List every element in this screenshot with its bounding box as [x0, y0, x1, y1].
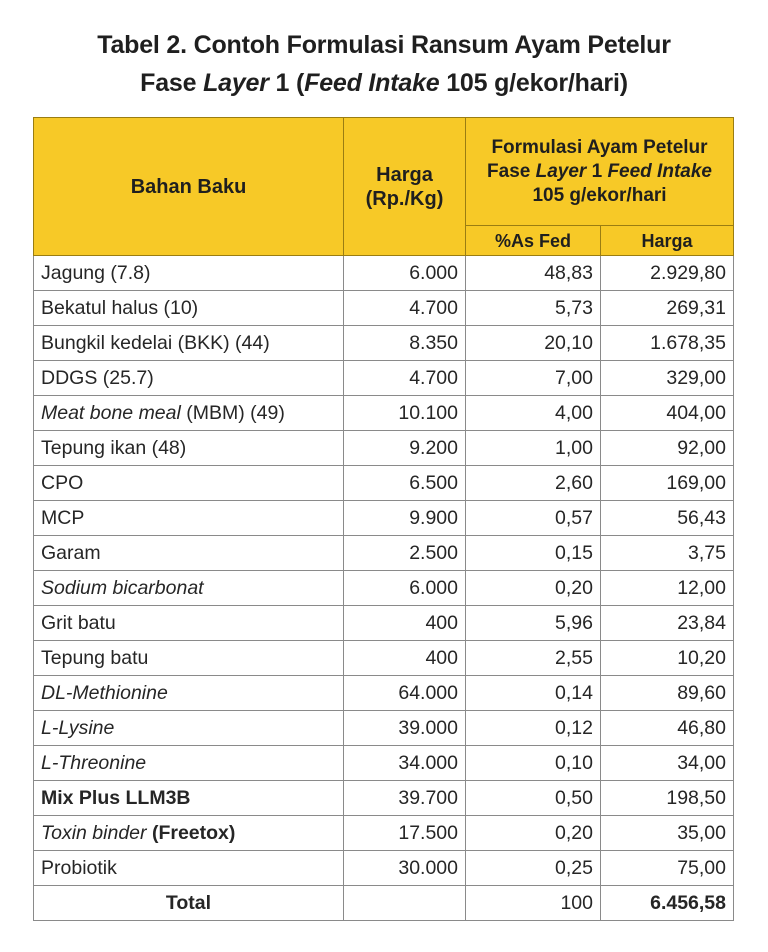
cell-bahan-baku [34, 431, 344, 466]
ingredient-name-italic: DL-Methionine [41, 681, 168, 704]
cell-bahan-baku [34, 851, 344, 886]
table-row [34, 851, 734, 886]
cell-harga-value: 2.929,80 [601, 256, 734, 291]
ingredient-name-bold: Mix Plus LLM3B [41, 786, 191, 809]
table-row [34, 606, 734, 641]
cell-as-fed-percent: 0,50 [466, 781, 601, 816]
cell-as-fed-percent: 5,96 [466, 606, 601, 641]
figure-title [0, 0, 768, 102]
table-header [34, 118, 734, 256]
cell-bahan-baku [34, 536, 344, 571]
ingredient-name-italic: L-Lysine [41, 716, 115, 739]
cell-as-fed-percent: 0,25 [466, 851, 601, 886]
cell-as-fed-percent: 0,15 [466, 536, 601, 571]
cell-harga-per-kg: 6.000 [344, 256, 466, 291]
cell-harga-per-kg: 4.700 [344, 361, 466, 396]
cell-bahan-baku [34, 746, 344, 781]
ingredient-name-text: Tepung batu [41, 646, 149, 669]
cell-harga-per-kg: 8.350 [344, 326, 466, 361]
table-row [34, 396, 734, 431]
cell-as-fed-percent: 0,20 [466, 571, 601, 606]
cell-bahan-baku [34, 326, 344, 361]
cell-harga-value: 23,84 [601, 606, 734, 641]
cell-harga-value: 198,50 [601, 781, 734, 816]
title-fase-text: Fase [140, 69, 204, 97]
cell-harga-per-kg: 10.100 [344, 396, 466, 431]
formulation-table-container [33, 117, 733, 921]
cell-bahan-baku [34, 606, 344, 641]
cell-harga-per-kg: 400 [344, 641, 466, 676]
cell-harga-value: 269,31 [601, 291, 734, 326]
table-row [34, 641, 734, 676]
formulation-table [33, 117, 734, 921]
cell-as-fed-percent: 2,55 [466, 641, 601, 676]
ingredient-name-italic: Meat bone meal [41, 401, 181, 424]
cell-harga-per-kg: 6.000 [344, 571, 466, 606]
ingredient-name-text: MCP [41, 506, 85, 529]
cell-as-fed-percent: 1,00 [466, 431, 601, 466]
table-row [34, 746, 734, 781]
cell-harga-per-kg: 400 [344, 606, 466, 641]
cell-as-fed-percent: 2,60 [466, 466, 601, 501]
table-body [34, 256, 734, 921]
cell-harga-value: 404,00 [601, 396, 734, 431]
table-row [34, 501, 734, 536]
ingredient-name-bold: (Freetox) [151, 821, 236, 844]
cell-as-fed-percent: 0,14 [466, 676, 601, 711]
cell-total-label: Total [34, 886, 344, 921]
group-header-layer-italic: Layer [535, 160, 587, 182]
column-header-as-fed: %As Fed [466, 226, 601, 256]
table-row [34, 361, 734, 396]
cell-total-as-fed-percent: 100 [466, 886, 601, 921]
ingredient-name-text: CPO [41, 471, 84, 494]
group-header-fase-text: Fase [487, 160, 536, 182]
cell-bahan-baku [34, 361, 344, 396]
cell-bahan-baku [34, 466, 344, 501]
cell-as-fed-percent: 0,10 [466, 746, 601, 781]
cell-harga-value: 169,00 [601, 466, 734, 501]
group-header-line-1: Formulasi Ayam Petelur [491, 136, 708, 158]
cell-bahan-baku [34, 816, 344, 851]
cell-harga-value: 46,80 [601, 711, 734, 746]
ingredient-name-text: Probiotik [41, 856, 117, 879]
cell-harga-value: 89,60 [601, 676, 734, 711]
cell-harga-value: 75,00 [601, 851, 734, 886]
cell-bahan-baku [34, 571, 344, 606]
table-row [34, 431, 734, 466]
cell-bahan-baku [34, 291, 344, 326]
cell-harga-value: 10,20 [601, 641, 734, 676]
table-row [34, 816, 734, 851]
ingredient-name-text: Jagung (7.8) [41, 261, 151, 284]
table-row [34, 676, 734, 711]
cell-harga-value: 92,00 [601, 431, 734, 466]
cell-harga-value: 34,00 [601, 746, 734, 781]
group-header-number-text: 1 [586, 160, 608, 182]
cell-as-fed-percent: 0,57 [466, 501, 601, 536]
group-header-feed-intake-italic: Feed Intake [607, 160, 712, 182]
ingredient-name-text: Bekatul halus (10) [41, 296, 199, 319]
cell-bahan-baku [34, 396, 344, 431]
figure-title-line-2 [40, 64, 728, 102]
table-row [34, 256, 734, 291]
table-row [34, 536, 734, 571]
cell-harga-per-kg: 4.700 [344, 291, 466, 326]
cell-as-fed-percent: 4,00 [466, 396, 601, 431]
cell-bahan-baku [34, 256, 344, 291]
cell-as-fed-percent: 48,83 [466, 256, 601, 291]
cell-total-harga-per-kg [344, 886, 466, 921]
table-row [34, 291, 734, 326]
cell-harga-value: 329,00 [601, 361, 734, 396]
column-header-group-formulasi [466, 118, 734, 226]
harga-header-line-2: (Rp./Kg) [365, 187, 444, 210]
cell-harga-per-kg: 39.000 [344, 711, 466, 746]
column-header-bahan-baku: Bahan Baku [34, 118, 344, 256]
cell-bahan-baku [34, 676, 344, 711]
figure-title-line-1: Tabel 2. Contoh Formulasi Ransum Ayam Petelur [97, 31, 671, 59]
ingredient-name-italic: Sodium bicarbonat [41, 576, 204, 599]
column-header-harga-per-kg [344, 118, 466, 256]
cell-harga-per-kg: 17.500 [344, 816, 466, 851]
cell-harga-per-kg: 6.500 [344, 466, 466, 501]
ingredient-name-text: Grit batu [41, 611, 116, 634]
cell-harga-value: 1.678,35 [601, 326, 734, 361]
cell-as-fed-percent: 0,12 [466, 711, 601, 746]
cell-as-fed-percent: 0,20 [466, 816, 601, 851]
cell-bahan-baku [34, 711, 344, 746]
cell-as-fed-percent: 7,00 [466, 361, 601, 396]
cell-harga-value: 56,43 [601, 501, 734, 536]
group-header-line-3: 105 g/ekor/hari [532, 184, 667, 206]
cell-harga-per-kg: 9.900 [344, 501, 466, 536]
cell-harga-per-kg: 64.000 [344, 676, 466, 711]
column-header-harga-value: Harga [601, 226, 734, 256]
cell-as-fed-percent: 5,73 [466, 291, 601, 326]
title-layer-italic: Layer [203, 69, 269, 97]
table-header-row-1 [34, 118, 734, 226]
table-row [34, 571, 734, 606]
cell-harga-per-kg: 34.000 [344, 746, 466, 781]
title-intake-value-text: 105 g/ekor/hari) [439, 69, 628, 97]
cell-harga-per-kg: 2.500 [344, 536, 466, 571]
table-total-row [34, 886, 734, 921]
table-row [34, 781, 734, 816]
ingredient-name-text: Garam [41, 541, 101, 564]
ingredient-name-text: Tepung ikan (48) [41, 436, 187, 459]
title-number-text: 1 ( [268, 69, 305, 97]
table-row [34, 711, 734, 746]
cell-bahan-baku [34, 781, 344, 816]
cell-as-fed-percent: 20,10 [466, 326, 601, 361]
cell-total-harga-value: 6.456,58 [601, 886, 734, 921]
ingredient-name-italic: L-Threonine [41, 751, 147, 774]
cell-harga-value: 12,00 [601, 571, 734, 606]
cell-harga-per-kg: 9.200 [344, 431, 466, 466]
cell-bahan-baku [34, 641, 344, 676]
cell-harga-per-kg: 30.000 [344, 851, 466, 886]
cell-bahan-baku [34, 501, 344, 536]
ingredient-name-text: (MBM) (49) [180, 401, 285, 424]
title-feed-intake-italic: Feed Intake [304, 69, 440, 97]
cell-harga-value: 3,75 [601, 536, 734, 571]
cell-harga-per-kg: 39.700 [344, 781, 466, 816]
table-row [34, 466, 734, 501]
ingredient-name-text: Bungkil kedelai (BKK) (44) [41, 331, 270, 354]
ingredient-name-text: DDGS (25.7) [41, 366, 154, 389]
harga-header-line-1: Harga [376, 163, 433, 186]
table-row [34, 326, 734, 361]
ingredient-name-italic: Toxin binder [41, 821, 147, 844]
cell-harga-value: 35,00 [601, 816, 734, 851]
